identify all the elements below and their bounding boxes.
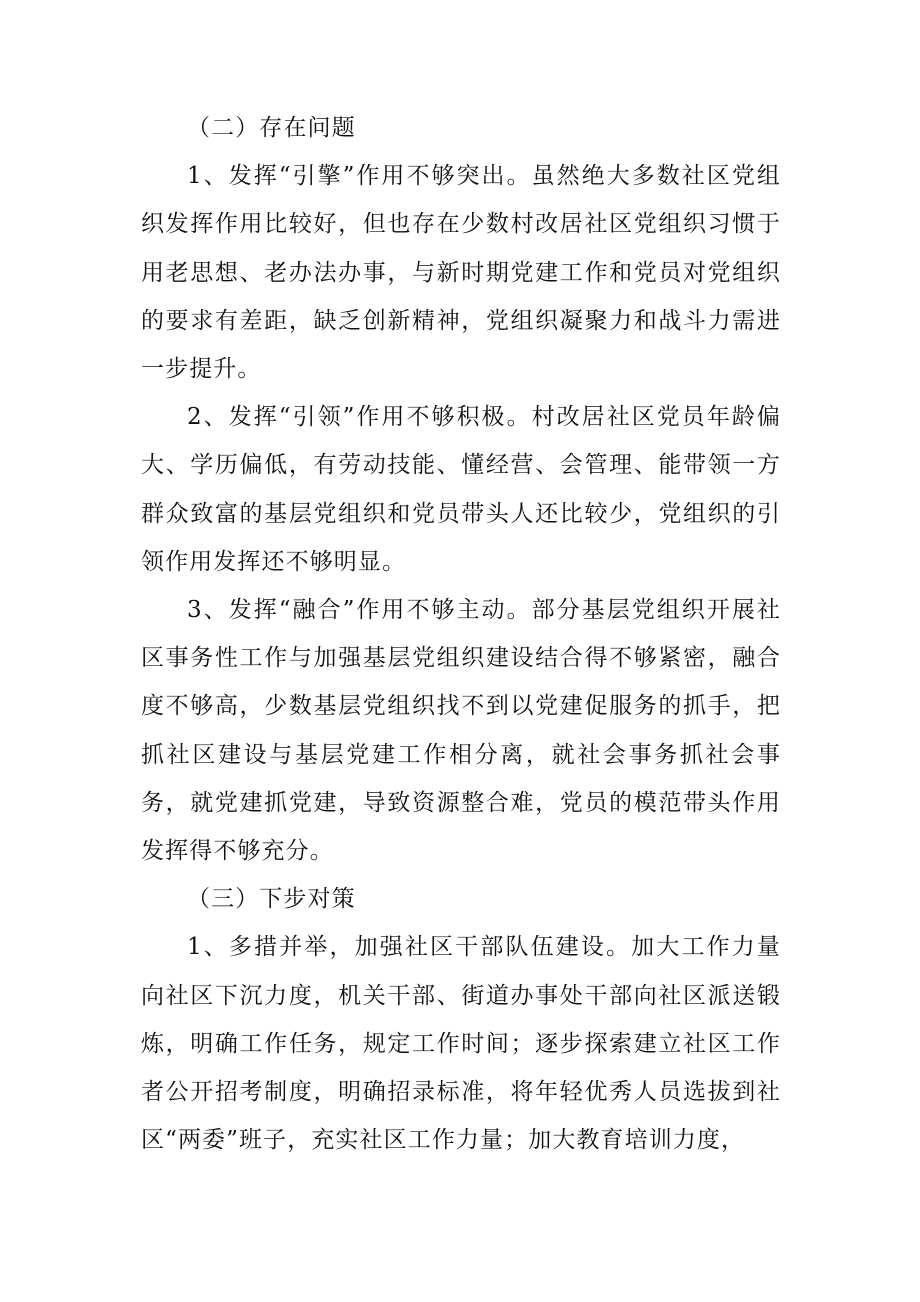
document-body (141, 104, 781, 1164)
section-heading-problems: （二）存在问题 (187, 115, 356, 141)
paragraph-problem-2: 2、发挥“引领”作用不够积极。村改居社区党员年龄偏大、学历偏低，有劳动技能、懂经营、会管理、能带领一方群众致富的基层党组织和党员带头人还比较少，党组织的引领作用发挥还不够明显。 (141, 404, 781, 575)
paragraph-measure-1: 1、多措并举，加强社区干部队伍建设。加大工作力量向社区下沉力度，机关干部、街道办事处干部向社区派送锻炼，明确工作任务，规定工作时间；逐步探索建立社区工作者公开招考制度，明确招录标准，将年轻优秀人员选拔到社区“两委”班子，充实社区工作力量；加大教育培训力度， (141, 934, 781, 1154)
paragraph-problem-3: 3、发挥“融合”作用不够主动。部分基层党组织开展社区事务性工作与加强基层党组织建设结合得不够紧密，融合度不够高，少数基层党组织找不到以党建促服务的抓手，把抓社区建设与基层党建工作相分离，就社会事务抓社会事务，就党建抓党建，导致资源整合难，党员的模范带头作用发挥得不够充分。 (141, 597, 781, 865)
paragraph-problem-1: 1、发挥“引擎”作用不够突出。虽然绝大多数社区党组织发挥作用比较好，但也存在少数村改居社区党组织习惯于用老思想、老办法办事，与新时期党建工作和党员对党组织的要求有差距，缺乏创新精神，党组织凝聚力和战斗力需进一步提升。 (141, 163, 781, 383)
section-heading-measures: （三）下步对策 (187, 886, 356, 913)
